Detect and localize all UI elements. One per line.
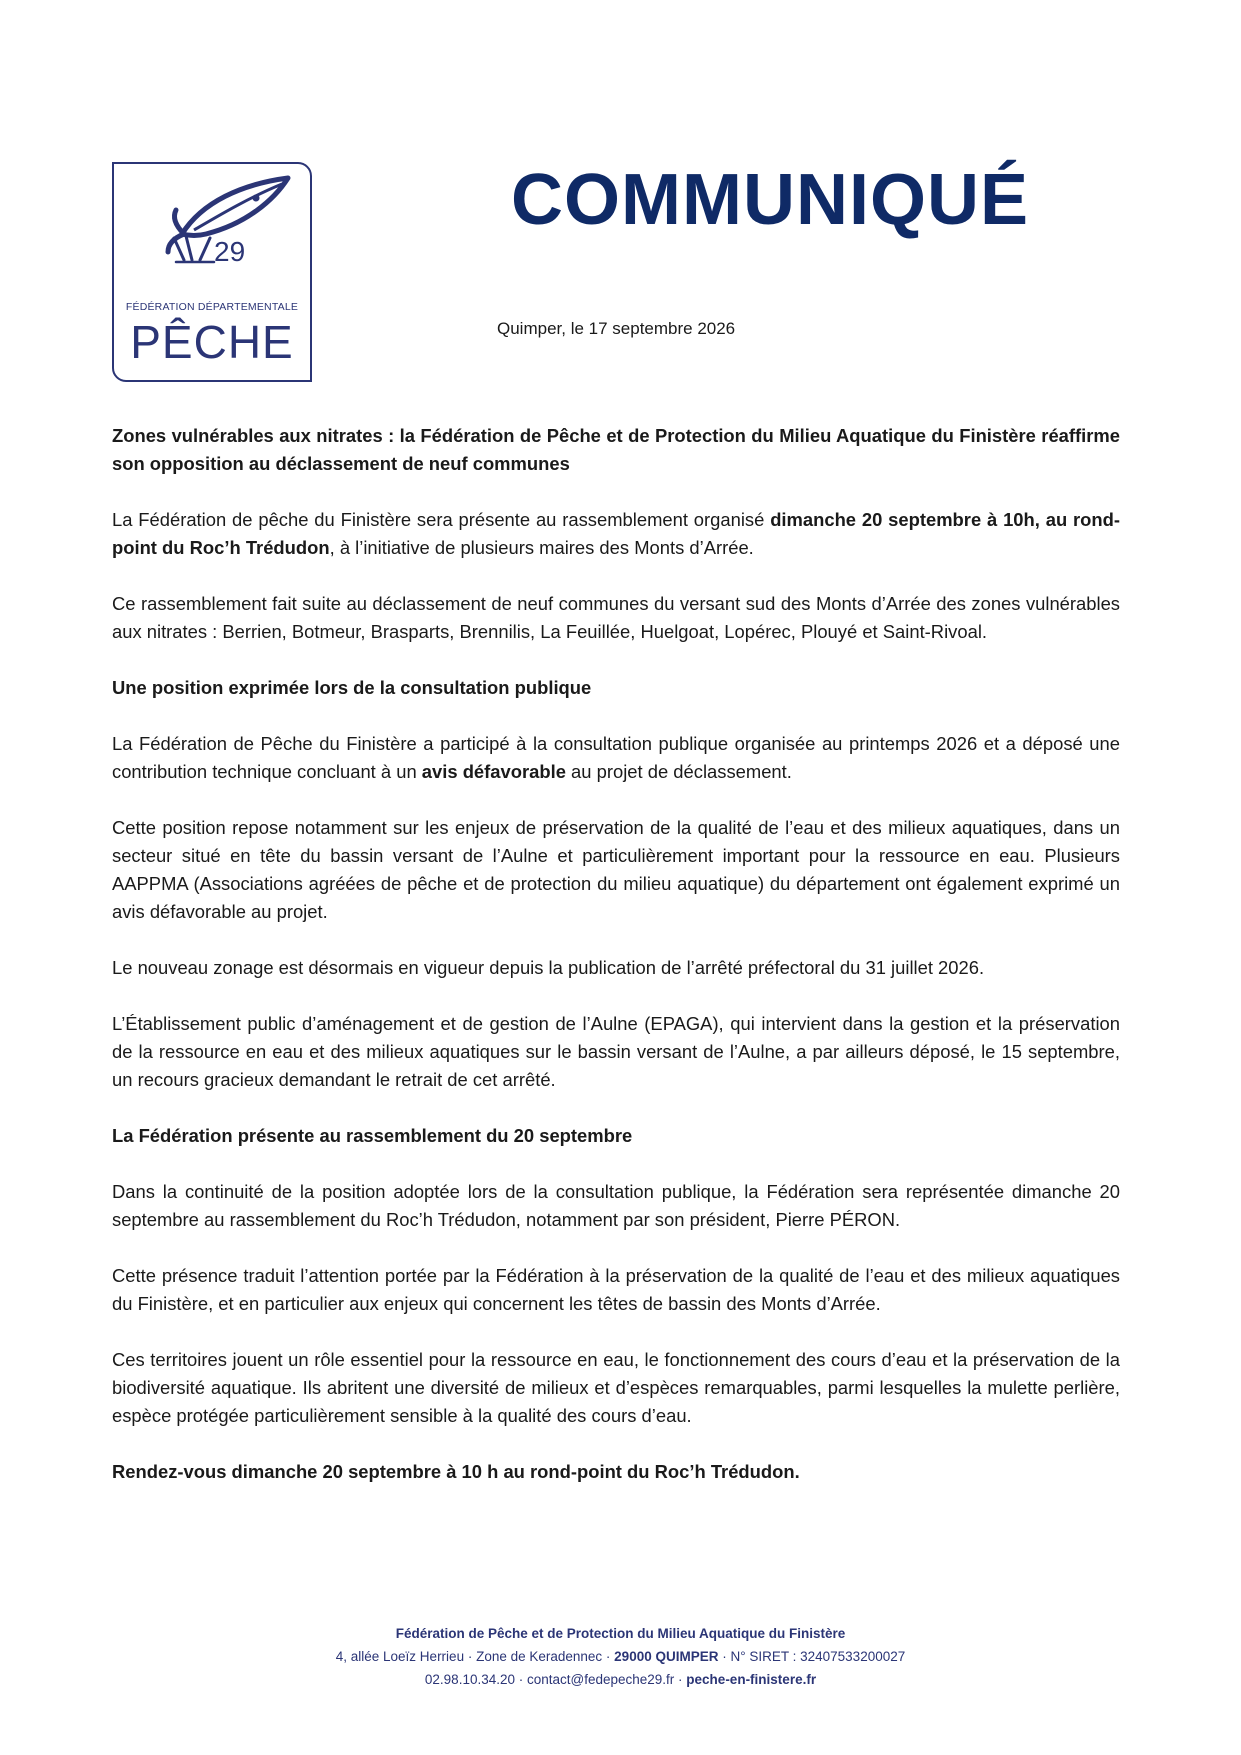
footer-contact [0, 1668, 1241, 1691]
section1-paragraph-2: Cette position repose notamment sur les enjeux de préservation de la qualité de l’eau et des milieux aquatiques, dans un secteur situé en tête du bassin versant de l’Aulne et particulièrement important pour la ressource en eau. Plusieurs AAPPMA (Associations agréées de pêche et de protection du milieu aquatique) du département ont également exprimé un avis défavorable au projet. [112, 817, 1120, 922]
section1-paragraph-1 [112, 730, 1120, 786]
section2-paragraph-2: Cette présence traduit l’attention portée par la Fédération à la préservation de la qualité de l’eau et des milieux aquatiques du Finistère, et en particulier aux enjeux qui concernent les têtes de bassin des Monts d’Arrée. [112, 1265, 1120, 1314]
section1-paragraph-3: Le nouveau zonage est désormais en vigueur depuis la publication de l’arrêté préfectoral du 31 juillet 2026. [112, 957, 985, 978]
page-footer [0, 1622, 1241, 1691]
section1-heading: Une position exprimée lors de la consultation publique [112, 677, 592, 698]
footer-org [0, 1622, 1241, 1645]
communique-body [112, 422, 1120, 1486]
footer-city: 29000 QUIMPER [614, 1649, 719, 1664]
logo-federation-label: FÉDÉRATION DÉPARTEMENTALE [125, 301, 299, 313]
federation-logo [112, 162, 312, 382]
intro-paragraph-2: Ce rassemblement fait suite au déclassement de neuf communes du versant sud des Monts d’Arrée des zones vulnérables aux nitrates : Berrien, Botmeur, Brasparts, Brennilis, La Feuillée, Huelgoat, Lopérec, Plouyé et Saint-Rivoal. [112, 593, 1120, 642]
footer-address [0, 1645, 1241, 1668]
intro-paragraph-1 [112, 506, 1120, 562]
section2-heading: La Fédération présente au rassemblement du 20 septembre [112, 1125, 633, 1146]
section1-p1-text: La Fédération de Pêche du Finistère a participé à la consultation publique organisée au printemps 2026 et a déposé une contribution technique concluant à un [112, 733, 1120, 782]
intro-p1-bold: dimanche 20 septembre à 10h, au rond-point du Roc’h Trédudon [112, 509, 1120, 558]
section1-p1-bold: avis défavorable [421, 761, 566, 782]
section1-paragraph-4: L’Établissement public d’aménagement et de gestion de l’Aulne (EPAGA), qui intervient dans la gestion et la préservation de la ressource en eau et des milieux aquatiques sur le bassin versant de l’Aulne, a par ailleurs déposé, le 15 septembre, un recours gracieux demandant le retrait de cet arrêté. [112, 1013, 1120, 1090]
footer-address-text: 4, allée Loeïz Herrieu · Zone de Keradennec · [335, 1649, 615, 1664]
intro-p1-text: La Fédération de pêche du Finistère sera présente au rassemblement organisé [112, 509, 771, 530]
section2-paragraph-3: Ces territoires jouent un rôle essentiel pour la ressource en eau, le fonctionnement des cours d’eau et la préservation de la biodiversité aquatique. Ils abritent une diversité de milieux et d’espèces remarquables, parmi lesquelles la mulette perlière, espèce protégée particulièrement sensible à la qualité des cours d’eau. [112, 1349, 1120, 1426]
footer-org-name: Fédération de Pêche et de Protection du Milieu Aquatique du Finistère [395, 1626, 846, 1641]
closing-line: Rendez-vous dimanche 20 septembre à 10 h au rond-point du Roc’h Trédudon. [112, 1461, 800, 1482]
footer-website: peche-en-finistere.fr [686, 1672, 817, 1687]
section1-p1-text-end: au projet de déclassement. [565, 761, 792, 782]
intro-p1-text-end: , à l’initiative de plusieurs maires des Monts d’Arrée. [329, 537, 754, 558]
logo-peche-label: PÊCHE [130, 316, 294, 368]
logo-number: 29 [214, 236, 246, 267]
date-line: Quimper, le 17 septembre 2026 [497, 319, 736, 338]
page-title: COMMUNIQUÉ [511, 160, 1029, 240]
footer-contact-text: 02.98.10.34.20 · contact@fedepeche29.fr · [424, 1672, 687, 1687]
headline: Zones vulnérables aux nitrates : la Fédération de Pêche et de Protection du Milieu Aquatique du Finistère réaffirme son opposition au déclassement de neuf communes [112, 425, 1120, 474]
section2-paragraph-1: Dans la continuité de la position adoptée lors de la consultation publique, la Fédération sera représentée dimanche 20 septembre au rassemblement du Roc’h Trédudon, notamment par son président, Pierre PÉRON. [112, 1181, 1120, 1230]
footer-siret: · N° SIRET : 32407533200027 [718, 1649, 906, 1664]
